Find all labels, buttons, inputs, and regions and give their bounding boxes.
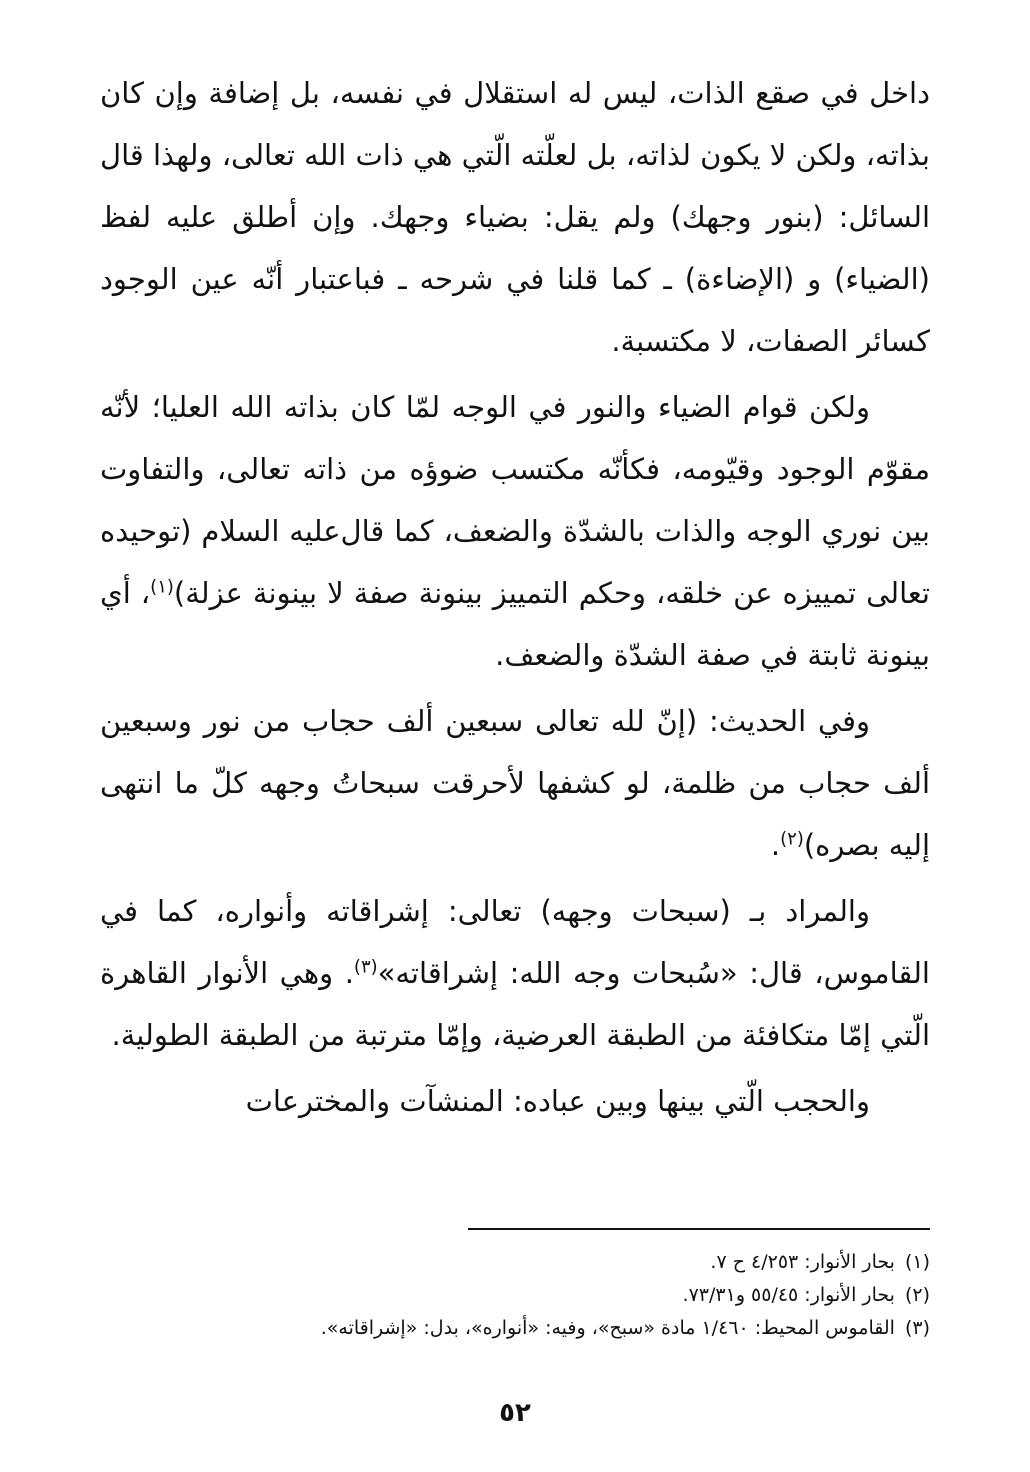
footnote-ref-2[interactable]: (٢) (780, 828, 804, 850)
paragraph-2 (100, 376, 930, 686)
footnote-ref-3[interactable]: (٣) (353, 956, 378, 978)
paragraph-2-after: ، أي بينونة ثابتة في صفة الشدّة والضعف. (100, 576, 930, 672)
footnote-3-number: (٣) (904, 1317, 930, 1339)
footnote-ref-1[interactable]: (١) (150, 576, 174, 598)
paragraph-5 (100, 1070, 930, 1132)
paragraph-3 (100, 690, 930, 876)
paragraph-3-after: . (770, 828, 781, 862)
footnote-divider (468, 1228, 930, 1230)
footnotes (100, 1246, 930, 1345)
footnote-2 (100, 1279, 930, 1312)
page-number: ٥٢ (499, 1398, 531, 1428)
footnote-1 (100, 1246, 930, 1279)
paragraph-1 (100, 62, 930, 372)
paragraph-2-text: ولكن قوام الضياء والنور في الوجه لمّا كان بذاته الله العليا؛ لأنّه مقوّم الوجود وقيّومه، فكأنّه مكتسب ضوؤه من ذاته تعالى، والتفاوت بين نوري الوجه والذات بالشدّة والضعف، كما قال‌عليه السلام (توحيده تعالى تمييزه عن خلقه، وحكم التمييز بينونة صفة لا بينونة عزلة) (100, 390, 930, 610)
footnote-2-text: بحار الأنوار: ٥٥/٤٥ و٧٣/٣١. (682, 1284, 895, 1306)
paragraph-4 (100, 880, 930, 1066)
footnote-3 (100, 1312, 930, 1345)
footnote-1-text: بحار الأنوار: ٤/٢٥٣ ح ٧. (710, 1251, 895, 1273)
footnote-3-text: القاموس المحيط: ١/٤٦٠ مادة «سبح»، وفيه: «أنواره»، بدل: «إشراقاته». (320, 1317, 895, 1339)
paragraph-5-text: والحجب الّتي بينها وبين عباده: المنشآت والمخترعات (245, 1084, 870, 1118)
paragraph-1-text: داخل في صقع الذات، ليس له استقلال في نفسه، بل إضافة وإن كان بذاته، ولكن لا يكون لذاته، بل لعلّته الّتي هي ذات الله تعالى، ولهذا قال السائل: (بنور وجهك) ولم يقل: بضياء وجهك. وإن أطلق عليه لفظ (الضياء) و (الإضاءة) ـ كما قلنا في شرحه ـ فباعتبار أنّه عين الوجود كسائر الصفات، لا مكتسبة. (100, 76, 930, 358)
footnote-2-number: (٢) (904, 1284, 930, 1306)
footnote-1-number: (١) (904, 1251, 930, 1273)
paragraph-3-text: وفي الحديث: (إنّ لله تعالى سبعين ألف حجاب من نور وسبعين ألف حجاب من ظلمة، لو كشفها لأحرقت سبحاتُ وجهه كلّ ما انتهى إليه بصره) (100, 704, 930, 862)
paragraph-4-text: والمراد بـ (سبحات وجهه) تعالى: إشراقاته وأنواره، كما في القاموس، قال: «سُبحات وجه الله: إشراقاته» (100, 894, 930, 990)
main-text (100, 62, 930, 1132)
paragraph-4-after: . وهي الأنوار القاهرة الّتي إمّا متكافئة من الطبقة العرضية، وإمّا مترتبة من الطبقة الطولية. (100, 956, 930, 1052)
